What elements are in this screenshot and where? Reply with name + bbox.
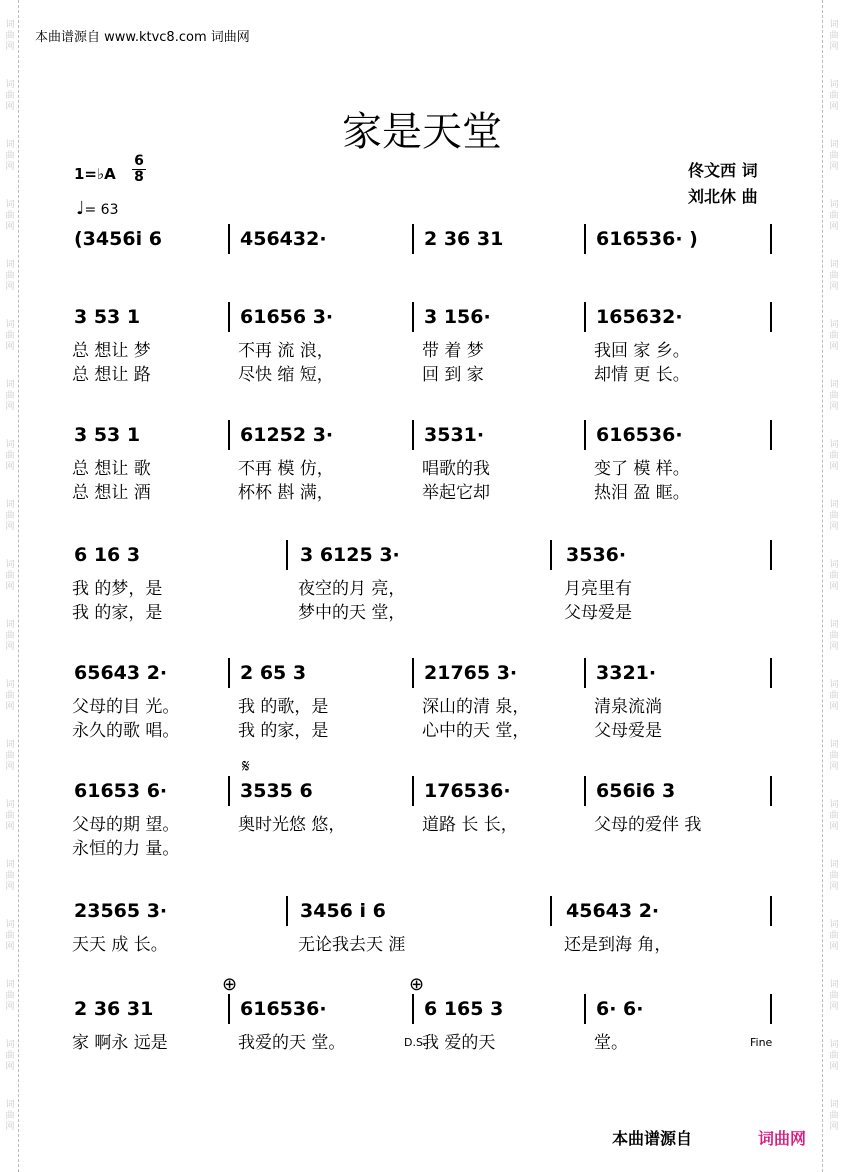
lyric-segment: 举起它却	[422, 483, 490, 503]
watermark-text: 词 曲 网	[829, 1100, 839, 1132]
time-signature	[132, 154, 146, 185]
measure-notes: 65643 2·	[74, 662, 168, 684]
measure-notes: 6 165 3	[424, 998, 504, 1020]
bar-line	[286, 896, 288, 926]
watermark-text: 词 曲 网	[829, 20, 839, 52]
measure-notes: (3456i 6	[74, 228, 162, 250]
lyric-segment: 月亮里有	[564, 579, 632, 599]
watermark-text: 词 曲 网	[829, 140, 839, 172]
bar-line	[770, 224, 772, 254]
watermark-text: 词 曲 网	[5, 200, 15, 232]
measure-notes: 3 53 1	[74, 424, 141, 446]
lyric-segment: 变了 模 样。	[594, 459, 690, 479]
lyric-segment: 总 想让 歌	[72, 459, 151, 479]
lyric-segment: 无论我去天 涯	[298, 935, 406, 955]
lyric-segment: 热泪 盈 眶。	[594, 483, 690, 503]
watermark-text: 词 曲 网	[5, 440, 15, 472]
watermark-text: 词 曲 网	[829, 860, 839, 892]
measure-notes: 45643 2·	[566, 900, 660, 922]
watermark-text: 词 曲 网	[829, 80, 839, 112]
bar-line	[584, 658, 586, 688]
source-line: 本曲谱源自 www.ktvc8.com 词曲网	[35, 30, 250, 45]
measure-notes: 3321·	[596, 662, 657, 684]
watermark-text: 词 曲 网	[5, 620, 15, 652]
bar-line	[584, 420, 586, 450]
bar-line	[228, 994, 230, 1024]
watermark-text: 词 曲 网	[829, 320, 839, 352]
measure-notes: 3531·	[424, 424, 485, 446]
measure-notes: 3 53 1	[74, 306, 141, 328]
tempo-value: = 63	[84, 202, 119, 218]
measure-notes: 2 36 31	[424, 228, 504, 250]
watermark-text: 词 曲 网	[5, 680, 15, 712]
bar-line	[228, 224, 230, 254]
watermark-text: 词 曲 网	[829, 740, 839, 772]
measure-notes: 3456 i 6	[300, 900, 386, 922]
watermark-text: 词 曲 网	[829, 560, 839, 592]
watermark-text: 词 曲 网	[829, 260, 839, 292]
measure-notes: 2 65 3	[240, 662, 307, 684]
time-signature-bottom: 8	[134, 169, 144, 185]
time-signature-top: 6	[134, 153, 144, 169]
measure-notes: 616536·	[596, 424, 683, 446]
watermark-text: 词 曲 网	[829, 620, 839, 652]
watermark-text: 词 曲 网	[829, 920, 839, 952]
lyric-segment: 我爱的天 堂。	[238, 1033, 346, 1053]
ds-marking: D.S.	[404, 1036, 427, 1049]
bar-line	[550, 540, 552, 570]
watermark-text: 词 曲 网	[5, 260, 15, 292]
lyric-segment: 奥时光悠 悠，	[238, 815, 346, 835]
quarter-note-icon: ♩	[76, 198, 85, 219]
watermark-text: 词 曲 网	[5, 1040, 15, 1072]
bar-line	[770, 994, 772, 1024]
lyric-segment: 我 的家，是	[72, 603, 163, 623]
bar-line	[412, 224, 414, 254]
bar-line	[584, 224, 586, 254]
watermark-text: 词 曲 网	[5, 20, 15, 52]
coda-icon-2: ⊕	[409, 974, 425, 995]
lyric-segment: 永久的歌 唱。	[72, 721, 180, 741]
watermark-text: 词 曲 网	[5, 140, 15, 172]
watermark-text: 词 曲 网	[829, 500, 839, 532]
right-margin-line	[822, 0, 824, 1172]
watermark-text: 词 曲 网	[5, 1100, 15, 1132]
watermark-text: 词 曲 网	[829, 440, 839, 472]
measure-notes: 21765 3·	[424, 662, 518, 684]
coda-icon: ⊕	[222, 974, 238, 995]
watermark-text: 词 曲 网	[829, 680, 839, 712]
lyric-segment: 尽快 缩 短，	[238, 365, 334, 385]
lyric-segment: 父母的目 光。	[72, 697, 180, 717]
footer-source-label: 本曲谱源自	[612, 1129, 693, 1148]
lyric-segment: 却情 更 长。	[594, 365, 690, 385]
watermark-text: 词 曲 网	[5, 320, 15, 352]
bar-line	[286, 540, 288, 570]
measure-notes: 656i6 3	[596, 780, 676, 802]
measure-notes: 3 6125 3·	[300, 544, 400, 566]
measure-notes: 3 156·	[424, 306, 491, 328]
measure-notes: 616536· )	[596, 228, 698, 250]
lyric-segment: 天天 成 长。	[72, 935, 168, 955]
lyric-segment: 我 的梦，是	[72, 579, 163, 599]
key-signature: 1=♭A	[74, 165, 116, 183]
lyric-segment: 夜空的月 亮，	[298, 579, 406, 599]
lyric-segment: 父母爱是	[564, 603, 632, 623]
bar-line	[412, 994, 414, 1024]
watermark-text: 词 曲 网	[829, 200, 839, 232]
fine-marking: Fine	[750, 1036, 773, 1049]
lyric-segment: 总 想让 酒	[72, 483, 151, 503]
lyric-segment: 家 啊永 远是	[72, 1033, 168, 1053]
measure-notes: 61656 3·	[240, 306, 334, 328]
lyric-segment: 梦中的天 堂，	[298, 603, 406, 623]
left-margin-line	[18, 0, 20, 1172]
measure-notes: 6 16 3	[74, 544, 141, 566]
bar-line	[770, 540, 772, 570]
tempo-marking	[76, 198, 119, 219]
measure-notes: 6· 6·	[596, 998, 644, 1020]
lyric-segment: 唱歌的我	[422, 459, 490, 479]
lyric-segment: 杯杯 斟 满，	[238, 483, 334, 503]
bar-line	[412, 302, 414, 332]
lyric-segment: 我 的家，是	[238, 721, 329, 741]
lyricist-credit: 佟文西 词	[688, 161, 758, 180]
watermark-text: 词 曲 网	[829, 1040, 839, 1072]
lyric-segment: 回 到 家	[422, 365, 484, 385]
measure-notes: 616536·	[240, 998, 327, 1020]
bar-line	[412, 776, 414, 806]
bar-line	[770, 658, 772, 688]
lyric-segment: 堂。	[594, 1033, 628, 1053]
lyric-segment: 不再 模 仿，	[238, 459, 334, 479]
lyric-segment: 心中的天 堂，	[422, 721, 530, 741]
watermark-text: 词 曲 网	[5, 380, 15, 412]
segno-icon: 𝄋	[242, 756, 250, 777]
song-title: 家是天堂	[342, 109, 502, 155]
lyric-segment: 我 爱的天	[422, 1033, 496, 1053]
lyric-segment: 不再 流 浪，	[238, 341, 334, 361]
lyric-segment: 总 想让 路	[72, 365, 151, 385]
bar-line	[584, 302, 586, 332]
lyric-segment: 带 着 梦	[422, 341, 484, 361]
lyric-segment: 深山的清 泉，	[422, 697, 530, 717]
watermark-text: 词 曲 网	[5, 560, 15, 592]
lyric-segment: 父母的爱伴 我	[594, 815, 702, 835]
watermark-text: 词 曲 网	[829, 800, 839, 832]
measure-notes: 176536·	[424, 780, 511, 802]
lyric-segment: 道路 长 长，	[422, 815, 518, 835]
bar-line	[770, 420, 772, 450]
lyric-segment: 清泉流淌	[594, 697, 662, 717]
bar-line	[550, 896, 552, 926]
watermark-text: 词 曲 网	[5, 980, 15, 1012]
lyric-segment: 父母爱是	[594, 721, 662, 741]
lyric-segment: 我回 家 乡。	[594, 341, 690, 361]
measure-notes: 23565 3·	[74, 900, 168, 922]
bar-line	[412, 658, 414, 688]
bar-line	[228, 420, 230, 450]
bar-line	[770, 302, 772, 332]
bar-line	[228, 776, 230, 806]
bar-line	[584, 994, 586, 1024]
watermark-text: 词 曲 网	[829, 380, 839, 412]
measure-notes: 61252 3·	[240, 424, 334, 446]
watermark-text: 词 曲 网	[829, 980, 839, 1012]
measure-notes: 3535 6	[240, 780, 313, 802]
measure-notes: 3536·	[566, 544, 627, 566]
watermark-text: 词 曲 网	[5, 860, 15, 892]
lyric-segment: 还是到海 角，	[564, 935, 672, 955]
bar-line	[770, 776, 772, 806]
lyric-segment: 总 想让 梦	[72, 341, 151, 361]
footer-site-logo: 词曲网	[758, 1129, 807, 1148]
watermark-text: 词 曲 网	[5, 800, 15, 832]
measure-notes: 2 36 31	[74, 998, 154, 1020]
composer-credit: 刘北休 曲	[688, 187, 758, 206]
lyric-segment: 永恒的力 量。	[72, 839, 180, 859]
bar-line	[228, 302, 230, 332]
measure-notes: 456432·	[240, 228, 327, 250]
bar-line	[584, 776, 586, 806]
measure-notes: 165632·	[596, 306, 683, 328]
watermark-text: 词 曲 网	[5, 80, 15, 112]
measure-notes: 61653 6·	[74, 780, 168, 802]
bar-line	[228, 658, 230, 688]
bar-line	[412, 420, 414, 450]
watermark-text: 词 曲 网	[5, 500, 15, 532]
watermark-text: 词 曲 网	[5, 920, 15, 952]
lyric-segment: 我 的歌，是	[238, 697, 329, 717]
watermark-text: 词 曲 网	[5, 740, 15, 772]
lyric-segment: 父母的期 望。	[72, 815, 180, 835]
bar-line	[770, 896, 772, 926]
